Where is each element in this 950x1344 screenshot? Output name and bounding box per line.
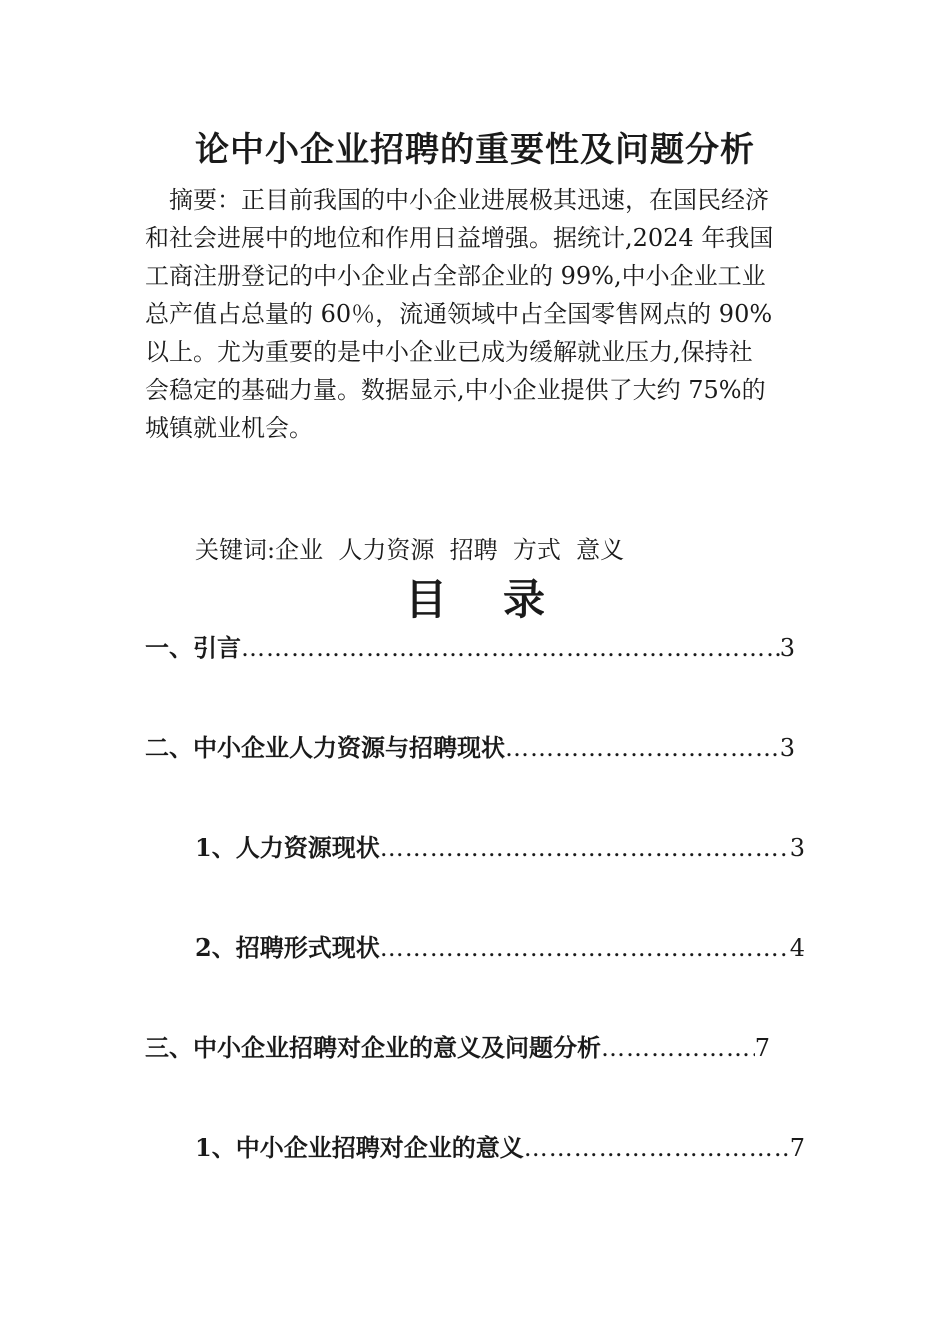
- toc-page-number: 7: [789, 1134, 805, 1162]
- abstract-line: 会稳定的基础力量。数据显示,中小企业提供了大约 75%的: [145, 376, 766, 404]
- toc-entry-label: 三、中小企业招聘对企业的意义及问题分析: [145, 1033, 601, 1062]
- abstract-line: 以上。尤为重要的是中小企业已成为缓解就业压力,保持社: [145, 338, 753, 366]
- toc-entry-label: 二、中小企业人力资源与招聘现状: [145, 733, 505, 762]
- toc-entry-label: 一、引言: [145, 633, 241, 662]
- abstract-line: 摘要：正目前我国的中小企业进展极其迅速，在国民经济: [169, 186, 769, 214]
- toc-entry[interactable]: [145, 732, 795, 764]
- toc-leader-dots: [505, 732, 780, 764]
- toc-entry[interactable]: [145, 1032, 770, 1064]
- toc-page-number: 4: [789, 934, 805, 962]
- toc-entry-label: 1、人力资源现状: [195, 833, 380, 862]
- toc-entry[interactable]: [195, 832, 805, 864]
- document-title: 论中小企业招聘的重要性及问题分析: [195, 130, 755, 170]
- abstract-line: 和社会进展中的地位和作用日益增强。据统计,2024 年我国: [145, 224, 774, 252]
- abstract-line: 总产值占总量的 60％，流通领域中占全国零售网点的 90%: [145, 300, 773, 328]
- toc-heading: 目录: [404, 575, 601, 624]
- toc-leader-dots: [380, 832, 790, 864]
- toc-leader-dots: [524, 1132, 790, 1164]
- toc-entry[interactable]: [195, 1132, 805, 1164]
- toc-leader-dots: [241, 632, 780, 664]
- toc-page-number: 3: [779, 634, 795, 662]
- toc-entry-label: 2、招聘形式现状: [195, 933, 380, 962]
- toc-page-number: 3: [789, 834, 805, 862]
- toc-entry[interactable]: [145, 632, 795, 664]
- abstract-line: 城镇就业机会。: [145, 414, 313, 442]
- abstract-paragraph: [145, 181, 805, 447]
- toc-leader-dots: [601, 1032, 755, 1064]
- toc-leader-dots: [380, 932, 790, 964]
- toc-page-number: 3: [779, 734, 795, 762]
- keywords-line: 关键词:企业 人力资源 招聘 方式 意义: [195, 536, 625, 564]
- abstract-line: 工商注册登记的中小企业占全部企业的 99%,中小企业工业: [145, 262, 766, 290]
- toc-entry-label: 1、中小企业招聘对企业的意义: [195, 1133, 524, 1162]
- toc-entry[interactable]: [195, 932, 805, 964]
- toc-page-number: 7: [754, 1034, 770, 1062]
